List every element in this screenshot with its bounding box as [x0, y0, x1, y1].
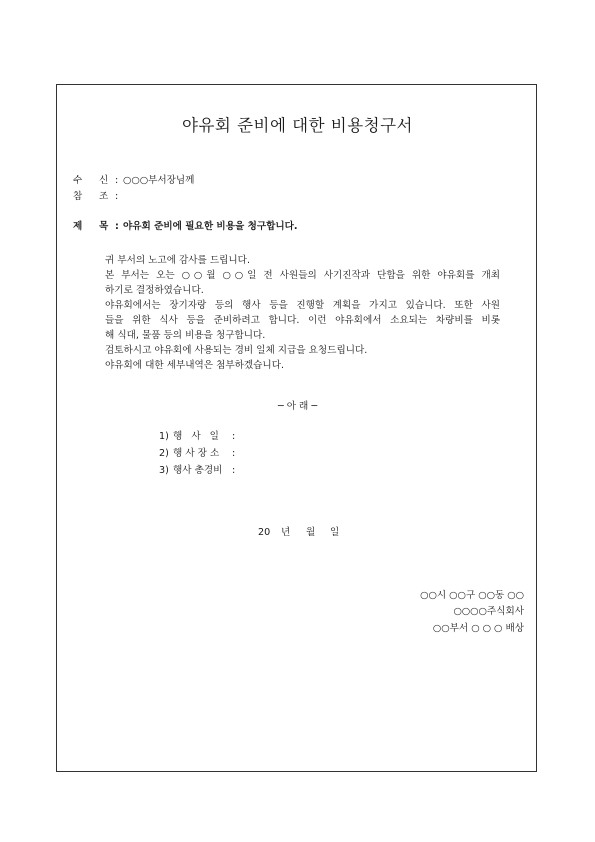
- item-label: 행 사 장 소: [173, 448, 220, 459]
- item-row: [0, 449, 595, 461]
- body-line: 귀 부서의 노고에 감사를 드립니다.: [105, 255, 250, 266]
- sender-address: ○○시 ○○구 ○○동 ○○: [420, 590, 524, 601]
- sender-company: ○○○○주식회사: [453, 606, 524, 617]
- item-colon: :: [232, 431, 236, 442]
- item-colon: :: [232, 448, 236, 459]
- body-line: 야유회에 대한 세부내역은 첨부하겠습니다.: [105, 360, 285, 371]
- body-line: 해 식대, 물품 등의 비용을 청구합니다.: [105, 330, 266, 341]
- item-number: 3): [159, 465, 169, 476]
- item-number: 1): [159, 431, 169, 442]
- item-number: 2): [159, 448, 169, 459]
- body-line: 본 부서는 오는 ○○월 ○○일 전 사원들의 사기진작과 단합을 위한 야유회를 개최: [105, 270, 500, 281]
- recipient-value: ○○○부서장님께: [123, 175, 195, 186]
- notice-heading: ─ 아 래 ─: [277, 401, 318, 412]
- date-year: 20: [258, 527, 271, 538]
- subject-value: 야유회 준비에 필요한 비용을 청구합니다.: [123, 221, 298, 232]
- subject-colon: :: [115, 221, 119, 232]
- recipient-label-2: 신: [99, 175, 109, 186]
- body-line: 야유회에서는 장기자랑 등의 행사 등을 진행할 계획을 가지고 있습니다. 또한 사원: [105, 300, 500, 311]
- recipient-label-1: 수: [73, 175, 83, 186]
- item-row: [0, 466, 595, 478]
- document-date: [0, 528, 595, 540]
- document-title: 야유회 준비에 대한 비용청구서: [182, 116, 413, 135]
- date-day-unit: 일: [330, 527, 340, 538]
- body-text: [105, 256, 500, 376]
- date-year-unit: 년: [281, 527, 291, 538]
- subject-label-1: 제: [73, 221, 83, 232]
- document-border: [56, 84, 537, 772]
- item-label: 행 사 일: [173, 431, 222, 442]
- reference-label-2: 조: [99, 191, 109, 202]
- item-colon: :: [232, 465, 236, 476]
- body-line: 들을 위한 식사 등을 준비하려고 합니다. 이런 야유회에서 소요되는 차량비를 비롯: [105, 315, 500, 326]
- body-line: 하기로 결정하였습니다.: [105, 285, 204, 296]
- recipient-colon: :: [115, 175, 119, 186]
- subject-label-2: 목: [99, 221, 109, 232]
- item-label: 행사 총경비: [173, 465, 223, 476]
- date-month-unit: 월: [306, 527, 316, 538]
- reference-colon: :: [115, 191, 119, 202]
- item-row: [0, 432, 595, 444]
- sender-department: ○○부서 ○ ○ ○ 배상: [432, 623, 524, 634]
- reference-label-1: 참: [73, 191, 83, 202]
- body-line: 검토하시고 야유회에 사용되는 경비 일체 지급을 요청드립니다.: [105, 345, 368, 356]
